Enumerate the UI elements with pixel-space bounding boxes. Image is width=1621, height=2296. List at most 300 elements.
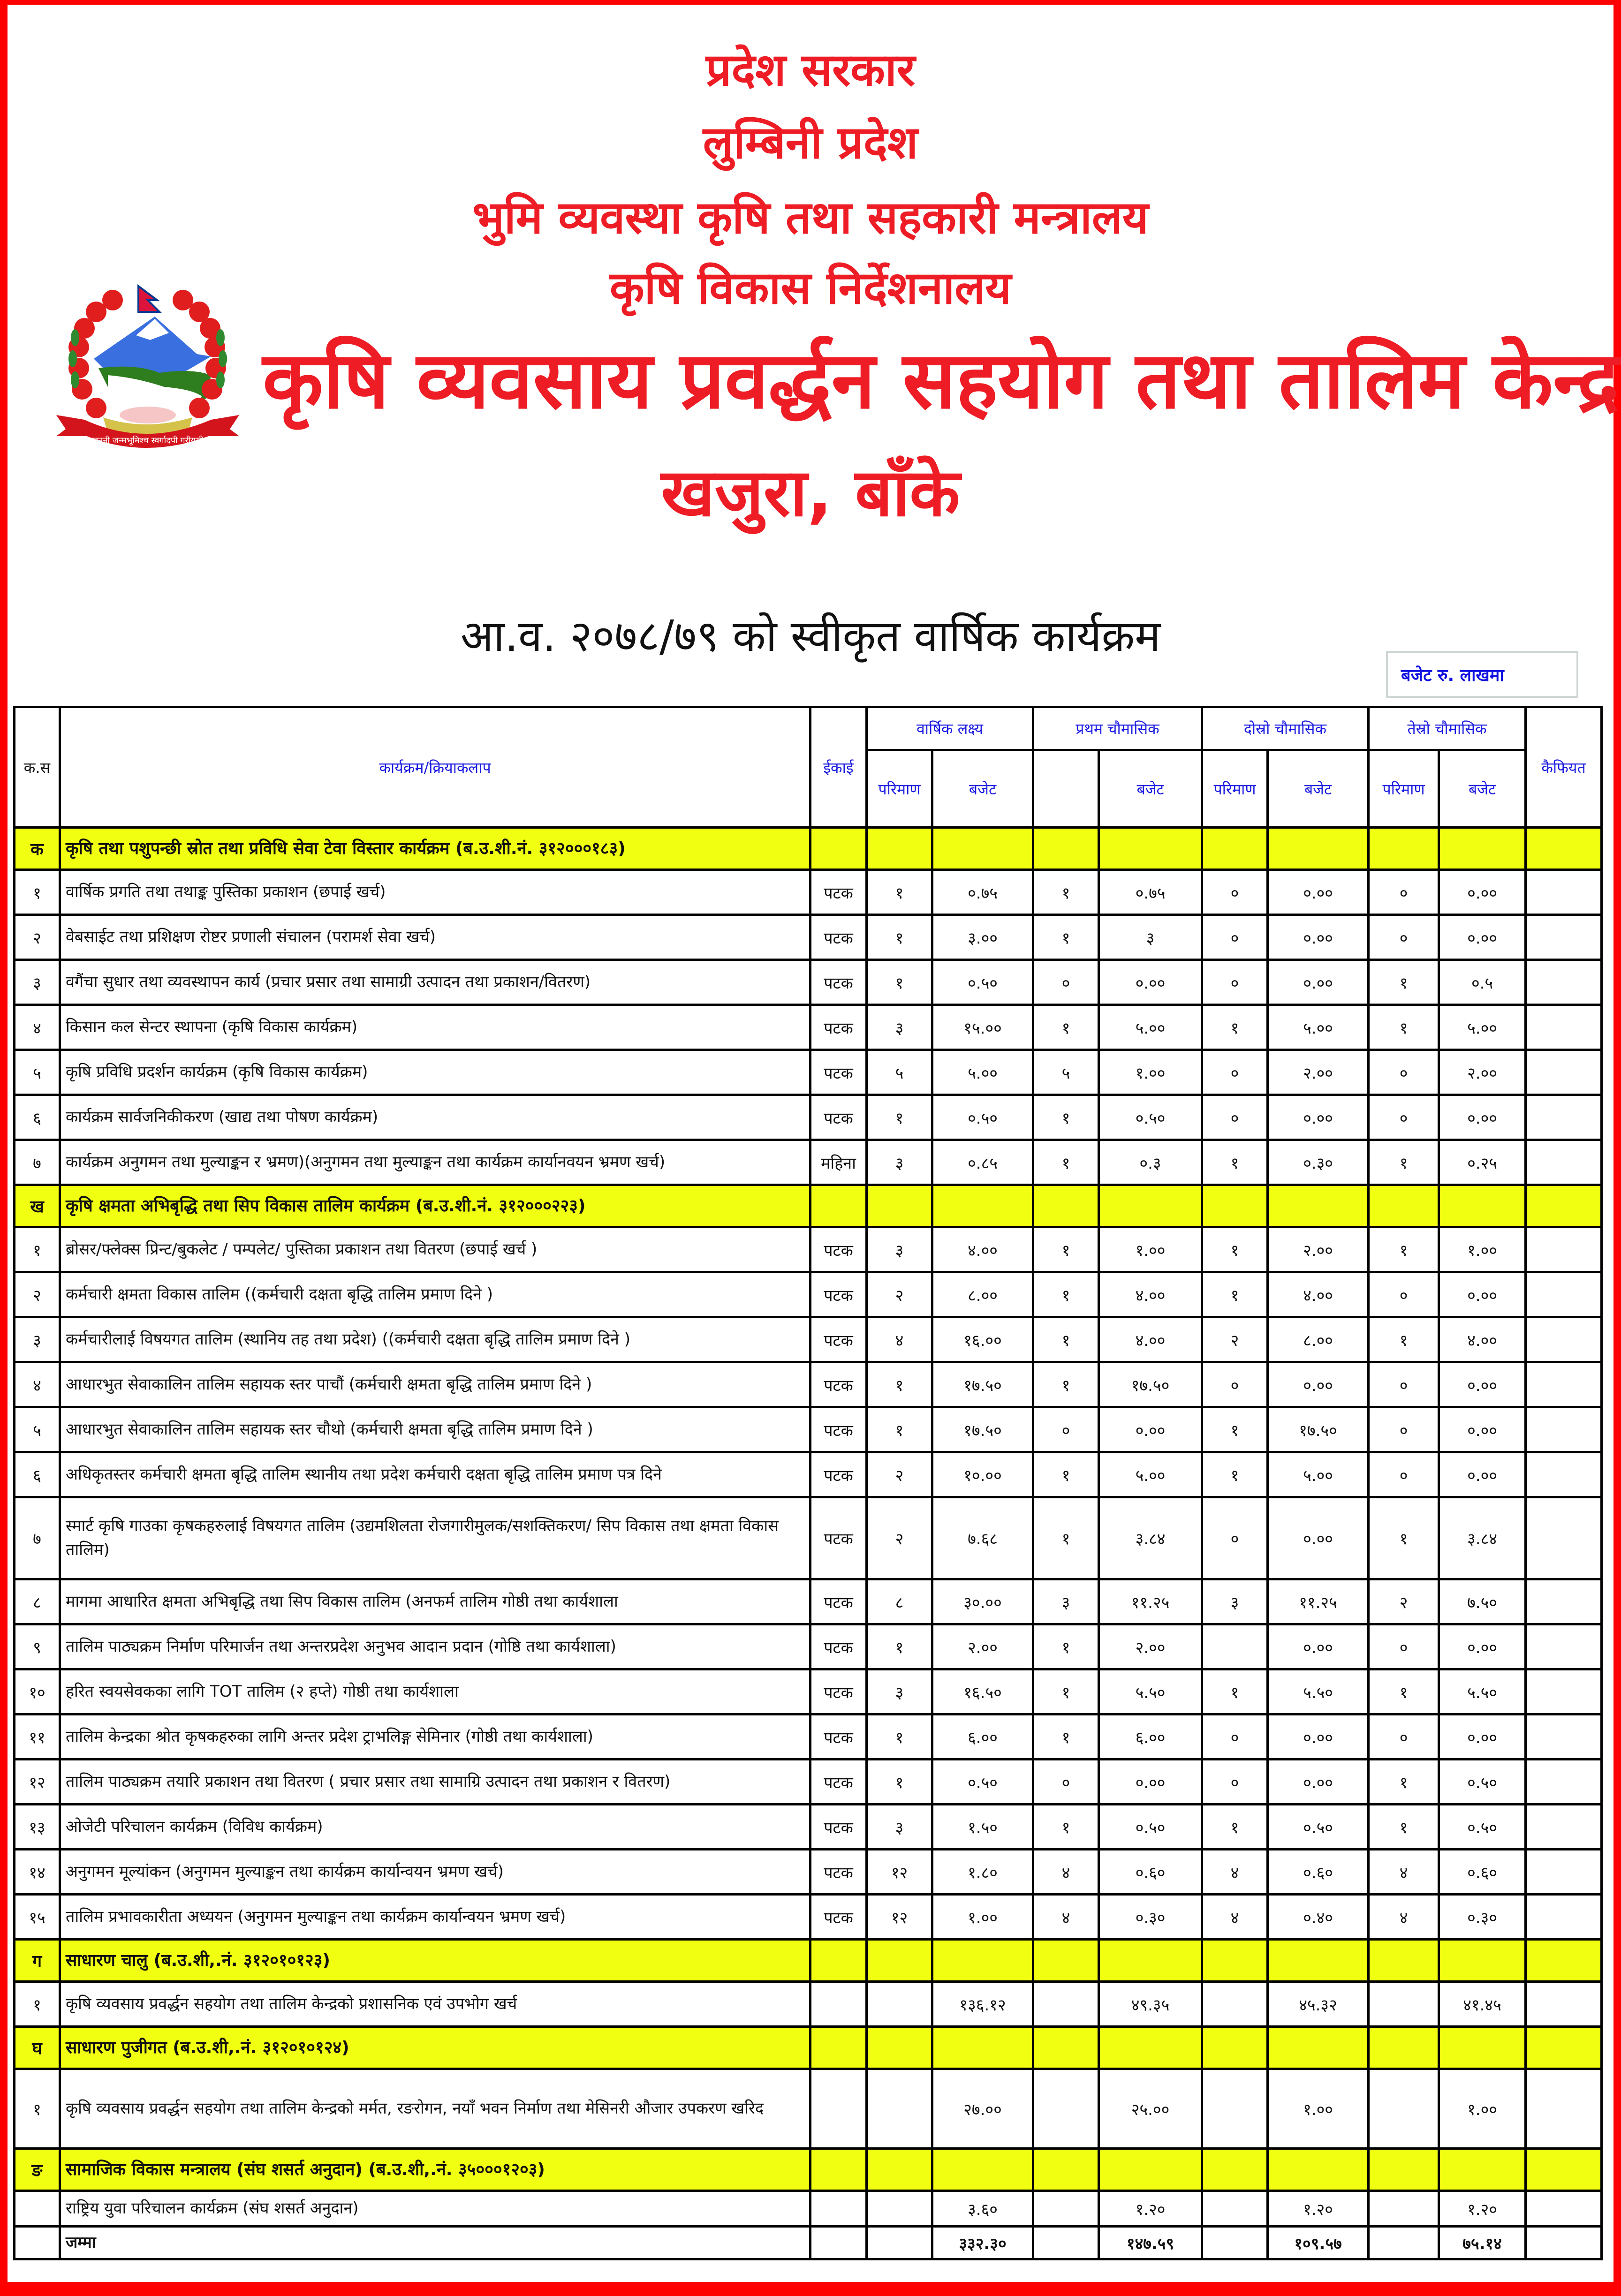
serial-cell: २ bbox=[15, 1272, 60, 1317]
section-empty-cell bbox=[810, 1940, 867, 1982]
q3-budget-cell: ०.०० bbox=[1439, 1714, 1526, 1760]
section-empty-cell bbox=[1526, 2149, 1602, 2191]
serial-cell: १ bbox=[15, 1982, 60, 2027]
col-header-q2: दोस्रो चौमासिक bbox=[1202, 707, 1369, 750]
q2-qty-cell: ० bbox=[1202, 1760, 1268, 1805]
unit-cell: पटक bbox=[810, 1362, 867, 1407]
section-title: सामाजिक विकास मन्त्रालय (संघ शसर्त अनुदान) (ब.उ.शी,.नं. ३५०००१२०३) bbox=[60, 2149, 810, 2191]
activity-cell: कर्मचारीलाई विषयगत तालिम (स्थानिय तह तथा प्रदेश) ((कर्मचारी दक्षता बृद्धि तालिम प्रमाण दिने ) bbox=[60, 1317, 810, 1362]
q3-qty-cell bbox=[1369, 1982, 1439, 2027]
province-government-heading: प्रदेश सरकार bbox=[705, 44, 916, 96]
q2-qty-cell: १ bbox=[1202, 1669, 1268, 1714]
q3-budget-cell: ०.०० bbox=[1439, 1362, 1526, 1407]
section-empty-cell bbox=[867, 2027, 932, 2069]
q1-budget-cell: ०.०० bbox=[1099, 960, 1202, 1005]
annual-budget-cell: १६.०० bbox=[932, 1317, 1033, 1362]
activity-cell: कार्यक्रम सार्वजनिकीकरण (खाद्य तथा पोषण कार्यक्रम) bbox=[60, 1095, 810, 1140]
annual-qty-cell: १ bbox=[867, 960, 932, 1005]
unit-cell: पटक bbox=[810, 1452, 867, 1497]
q2-budget-cell: ४५.३२ bbox=[1268, 1982, 1369, 2027]
annual-budget-cell: ३.६० bbox=[932, 2191, 1033, 2227]
q2-budget-cell: २.०० bbox=[1268, 1050, 1369, 1095]
q2-qty-cell: ४ bbox=[1202, 1895, 1268, 1940]
total-unit-cell bbox=[810, 2227, 867, 2259]
q3-qty-cell: १ bbox=[1369, 1497, 1439, 1579]
q3-budget-cell: ०.०० bbox=[1439, 870, 1526, 915]
total-q2-qty-cell bbox=[1202, 2227, 1268, 2259]
q2-budget-cell: ०.०० bbox=[1268, 1624, 1369, 1669]
q2-qty-cell: ० bbox=[1202, 915, 1268, 960]
table-row bbox=[15, 1227, 1602, 1272]
q2-budget-cell: ५.०० bbox=[1268, 1005, 1369, 1050]
section-empty-cell bbox=[810, 2027, 867, 2069]
total-q3-qty-cell bbox=[1369, 2227, 1439, 2259]
q2-budget-cell: ०.६० bbox=[1268, 1850, 1369, 1895]
q1-qty-cell: ० bbox=[1033, 1407, 1099, 1452]
activity-cell: तालिम केन्द्रका श्रोत कृषकहरुका लागि अन्तर प्रदेश ट्राभलिङ्ग सेमिनार (गोष्ठी तथा कार्यशाला) bbox=[60, 1714, 810, 1760]
unit-cell: पटक bbox=[810, 1760, 867, 1805]
section-row bbox=[15, 828, 1602, 870]
activity-cell: वगैंचा सुधार तथा व्यवस्थापन कार्य (प्रचार प्रसार तथा सामाग्री उत्पादन तथा प्रकाशन/वितरण) bbox=[60, 960, 810, 1005]
unit-cell bbox=[810, 1982, 867, 2027]
remarks-cell bbox=[1526, 1452, 1602, 1497]
q1-qty-cell: १ bbox=[1033, 1272, 1099, 1317]
q3-qty-cell: १ bbox=[1369, 1760, 1439, 1805]
q2-qty-cell bbox=[1202, 2191, 1268, 2227]
col-header-unit: ईकाई bbox=[810, 707, 867, 828]
activity-cell: अनुगमन मूल्यांकन (अनुगमन मुल्याङ्कन तथा कार्यक्रम कार्यान्वयन भ्रमण खर्च) bbox=[60, 1850, 810, 1895]
q2-budget-cell: ११.२५ bbox=[1268, 1579, 1369, 1624]
remarks-cell bbox=[1526, 1317, 1602, 1362]
annual-budget-cell: २७.०० bbox=[932, 2069, 1033, 2149]
section-empty-cell bbox=[1202, 2149, 1268, 2191]
unit-cell bbox=[810, 2191, 867, 2227]
remarks-cell bbox=[1526, 1005, 1602, 1050]
q3-qty-cell: १ bbox=[1369, 1005, 1439, 1050]
section-empty-cell bbox=[1033, 2149, 1099, 2191]
total-annual-budget: ३३२.३० bbox=[932, 2227, 1033, 2259]
q1-qty-cell: ४ bbox=[1033, 1850, 1099, 1895]
q1-budget-cell: ०.५० bbox=[1099, 1095, 1202, 1140]
remarks-cell bbox=[1526, 1714, 1602, 1760]
section-code: घ bbox=[15, 2027, 60, 2069]
col-header-q1: प्रथम चौमासिक bbox=[1033, 707, 1202, 750]
q2-budget-cell: ५.०० bbox=[1268, 1452, 1369, 1497]
section-row bbox=[15, 1185, 1602, 1227]
table-row bbox=[15, 1497, 1602, 1579]
annual-qty-cell: १२ bbox=[867, 1850, 932, 1895]
unit-cell: पटक bbox=[810, 1669, 867, 1714]
subheader-q2-budget: बजेट bbox=[1268, 750, 1369, 828]
q2-budget-cell: ०.०० bbox=[1268, 1497, 1369, 1579]
section-empty-cell bbox=[1526, 828, 1602, 870]
serial-cell: १३ bbox=[15, 1805, 60, 1850]
section-empty-cell bbox=[1268, 2149, 1369, 2191]
remarks-cell bbox=[1526, 1362, 1602, 1407]
activity-cell: किसान कल सेन्टर स्थापना (कृषि विकास कार्यक्रम) bbox=[60, 1005, 810, 1050]
q1-qty-cell: १ bbox=[1033, 1452, 1099, 1497]
annual-budget-cell: १६.५० bbox=[932, 1669, 1033, 1714]
activity-cell: राष्ट्रिय युवा परिचालन कार्यक्रम (संघ शसर्त अनुदान) bbox=[60, 2191, 810, 2227]
serial-cell: १ bbox=[15, 870, 60, 915]
q1-budget-cell: १.०० bbox=[1099, 1227, 1202, 1272]
activity-cell: ब्रोसर/फ्लेक्स प्रिन्ट/बुकलेट / पम्पलेट/ पुस्तिका प्रकाशन तथा वितरण (छपाई खर्च ) bbox=[60, 1227, 810, 1272]
q3-budget-cell: ०.२५ bbox=[1439, 1140, 1526, 1185]
section-empty-cell bbox=[1033, 1940, 1099, 1982]
table-row bbox=[15, 1140, 1602, 1185]
annual-qty-cell: ५ bbox=[867, 1050, 932, 1095]
remarks-cell bbox=[1526, 1140, 1602, 1185]
serial-cell: १४ bbox=[15, 1850, 60, 1895]
q2-qty-cell: १ bbox=[1202, 1005, 1268, 1050]
q2-qty-cell: ० bbox=[1202, 1714, 1268, 1760]
q2-qty-cell: १ bbox=[1202, 1227, 1268, 1272]
q3-budget-cell: १.०० bbox=[1439, 1227, 1526, 1272]
annual-budget-cell: १०.०० bbox=[932, 1452, 1033, 1497]
unit-cell: पटक bbox=[810, 1407, 867, 1452]
q1-budget-cell: २५.०० bbox=[1099, 2069, 1202, 2149]
serial-cell: ५ bbox=[15, 1050, 60, 1095]
section-empty-cell bbox=[1099, 2149, 1202, 2191]
annual-budget-cell: ०.७५ bbox=[932, 870, 1033, 915]
serial-cell: ३ bbox=[15, 960, 60, 1005]
q2-budget-cell: २.०० bbox=[1268, 1227, 1369, 1272]
q3-budget-cell: ४.०० bbox=[1439, 1317, 1526, 1362]
q1-qty-cell bbox=[1033, 2069, 1099, 2149]
q2-budget-cell: ०.०० bbox=[1268, 1095, 1369, 1140]
province-name-heading: लुम्बिनी प्रदेश bbox=[703, 116, 918, 169]
remarks-cell bbox=[1526, 2191, 1602, 2227]
q1-qty-cell: १ bbox=[1033, 1669, 1099, 1714]
table-row bbox=[15, 1850, 1602, 1895]
q3-budget-cell: १.२० bbox=[1439, 2191, 1526, 2227]
table-row bbox=[15, 1805, 1602, 1850]
q3-budget-cell: ०.०० bbox=[1439, 915, 1526, 960]
subheader-annual-qty: परिमाण bbox=[867, 750, 932, 828]
q3-budget-cell: ०.६० bbox=[1439, 1850, 1526, 1895]
annual-budget-cell: ६.०० bbox=[932, 1714, 1033, 1760]
q2-budget-cell: ४.०० bbox=[1268, 1272, 1369, 1317]
q1-budget-cell: २.०० bbox=[1099, 1624, 1202, 1669]
q1-qty-cell bbox=[1033, 2191, 1099, 2227]
q2-qty-cell bbox=[1202, 2069, 1268, 2149]
unit-cell: पटक bbox=[810, 870, 867, 915]
unit-cell: पटक bbox=[810, 1624, 867, 1669]
q3-qty-cell: ० bbox=[1369, 1452, 1439, 1497]
q2-budget-cell: ०.३० bbox=[1268, 1140, 1369, 1185]
section-empty-cell bbox=[1099, 828, 1202, 870]
annual-qty-cell: २ bbox=[867, 1452, 932, 1497]
section-empty-cell bbox=[932, 1940, 1033, 1982]
serial-cell: २ bbox=[15, 915, 60, 960]
section-empty-cell bbox=[810, 1185, 867, 1227]
q1-budget-cell: १७.५० bbox=[1099, 1362, 1202, 1407]
activity-cell: आधारभुत सेवाकालिन तालिम सहायक स्तर पाचौं (कर्मचारी क्षमता बृद्धि तालिम प्रमाण दिने ) bbox=[60, 1362, 810, 1407]
q2-budget-cell: ०.४० bbox=[1268, 1895, 1369, 1940]
budget-unit-note: बजेट रु. लाखमा bbox=[1386, 651, 1578, 698]
unit-cell: पटक bbox=[810, 1850, 867, 1895]
q3-qty-cell: १ bbox=[1369, 960, 1439, 1005]
q2-qty-cell: ० bbox=[1202, 1050, 1268, 1095]
q1-qty-cell: १ bbox=[1033, 915, 1099, 960]
section-empty-cell bbox=[1202, 1185, 1268, 1227]
q1-budget-cell: ५.५० bbox=[1099, 1669, 1202, 1714]
annual-budget-cell: ३.०० bbox=[932, 915, 1033, 960]
annual-budget-cell: १५.०० bbox=[932, 1005, 1033, 1050]
remarks-cell bbox=[1526, 1624, 1602, 1669]
q3-qty-cell: १ bbox=[1369, 1805, 1439, 1850]
directorate-heading: कृषि विकास निर्देशनालय bbox=[610, 262, 1011, 314]
q1-qty-cell: ३ bbox=[1033, 1579, 1099, 1624]
q2-qty-cell bbox=[1202, 1624, 1268, 1669]
q1-qty-cell: १ bbox=[1033, 1805, 1099, 1850]
remarks-cell bbox=[1526, 1407, 1602, 1452]
q1-qty-cell: १ bbox=[1033, 1624, 1099, 1669]
subheader-q2-qty: परिमाण bbox=[1202, 750, 1268, 828]
col-header-sn: क.स bbox=[15, 707, 60, 828]
col-header-annual-target: वार्षिक लक्ष्य bbox=[867, 707, 1033, 750]
total-label: जम्मा bbox=[60, 2227, 810, 2259]
q3-budget-cell: ४१.४५ bbox=[1439, 1982, 1526, 2027]
annual-budget-cell: १.०० bbox=[932, 1895, 1033, 1940]
total-row bbox=[15, 2227, 1602, 2259]
annual-qty-cell: ३ bbox=[867, 1227, 932, 1272]
annual-budget-cell: ३०.०० bbox=[932, 1579, 1033, 1624]
activity-cell: वार्षिक प्रगति तथा तथाङ्क पुस्तिका प्रकाशन (छपाई खर्च) bbox=[60, 870, 810, 915]
section-empty-cell bbox=[1439, 1185, 1526, 1227]
unit-cell: पटक bbox=[810, 1095, 867, 1140]
q3-qty-cell: ० bbox=[1369, 1272, 1439, 1317]
q3-qty-cell: १ bbox=[1369, 1227, 1439, 1272]
subheader-q1-qty bbox=[1033, 750, 1099, 828]
remarks-cell bbox=[1526, 1850, 1602, 1895]
activity-cell: वेबसाईट तथा प्रशिक्षण रोष्टर प्रणाली संचालन (परामर्श सेवा खर्च) bbox=[60, 915, 810, 960]
unit-cell: पटक bbox=[810, 1005, 867, 1050]
q2-budget-cell: ०.०० bbox=[1268, 915, 1369, 960]
section-title: कृषि क्षमता अभिबृद्धि तथा सिप विकास तालिम कार्यक्रम (ब.उ.शी.नं. ३१२०००२२३) bbox=[60, 1185, 810, 1227]
annual-qty-cell: १ bbox=[867, 1714, 932, 1760]
q2-budget-cell: ५.५० bbox=[1268, 1669, 1369, 1714]
unit-cell: पटक bbox=[810, 1050, 867, 1095]
remarks-cell bbox=[1526, 1227, 1602, 1272]
q3-budget-cell: ३.८४ bbox=[1439, 1497, 1526, 1579]
total-q3-budget: ७५.१४ bbox=[1439, 2227, 1526, 2259]
table-row bbox=[15, 1272, 1602, 1317]
section-empty-cell bbox=[1033, 828, 1099, 870]
q1-budget-cell: ४.०० bbox=[1099, 1272, 1202, 1317]
section-empty-cell bbox=[932, 1185, 1033, 1227]
q1-budget-cell: ५.०० bbox=[1099, 1005, 1202, 1050]
annual-qty-cell: २ bbox=[867, 1272, 932, 1317]
q1-qty-cell: ० bbox=[1033, 1760, 1099, 1805]
section-empty-cell bbox=[1268, 828, 1369, 870]
table-row bbox=[15, 1714, 1602, 1760]
serial-cell: १ bbox=[15, 2069, 60, 2149]
annual-budget-cell: ७.६८ bbox=[932, 1497, 1033, 1579]
table-row bbox=[15, 2191, 1602, 2227]
remarks-cell bbox=[1526, 1050, 1602, 1095]
q2-budget-cell: ०.०० bbox=[1268, 1362, 1369, 1407]
subheader-q3-budget: बजेट bbox=[1439, 750, 1526, 828]
q3-qty-cell: ० bbox=[1369, 1362, 1439, 1407]
unit-cell: पटक bbox=[810, 1272, 867, 1317]
annual-qty-cell bbox=[867, 2069, 932, 2149]
col-header-q3: तेस्रो चौमासिक bbox=[1369, 707, 1526, 750]
remarks-cell bbox=[1526, 1497, 1602, 1579]
section-empty-cell bbox=[932, 828, 1033, 870]
table-row bbox=[15, 1050, 1602, 1095]
subheader-q1-budget: बजेट bbox=[1099, 750, 1202, 828]
remarks-cell bbox=[1526, 2069, 1602, 2149]
table-row bbox=[15, 1624, 1602, 1669]
annual-qty-cell: ३ bbox=[867, 1005, 932, 1050]
q3-qty-cell: ४ bbox=[1369, 1850, 1439, 1895]
q2-qty-cell: १ bbox=[1202, 1407, 1268, 1452]
unit-cell: पटक bbox=[810, 1317, 867, 1362]
unit-cell: महिना bbox=[810, 1140, 867, 1185]
annual-qty-cell: १२ bbox=[867, 1895, 932, 1940]
serial-cell: ११ bbox=[15, 1714, 60, 1760]
office-name-heading: कृषि व्यवसाय प्रवर्द्धन सहयोग तथा तालिम केन्द्र bbox=[263, 334, 1620, 426]
q2-qty-cell: ३ bbox=[1202, 1579, 1268, 1624]
table-row bbox=[15, 1095, 1602, 1140]
total-q1-qty-cell bbox=[1033, 2227, 1099, 2259]
q1-qty-cell: १ bbox=[1033, 1317, 1099, 1362]
q3-qty-cell: ० bbox=[1369, 1624, 1439, 1669]
q2-qty-cell: २ bbox=[1202, 1317, 1268, 1362]
section-empty-cell bbox=[1268, 2027, 1369, 2069]
activity-cell: स्मार्ट कृषि गाउका कृषकहरुलाई विषयगत तालिम (उद्यमशिलता रोजगारीमुलक/सशक्तिकरण/ सिप विकास तथा क्षमता विकास तालिम) bbox=[60, 1497, 810, 1579]
q1-budget-cell: ०.३० bbox=[1099, 1895, 1202, 1940]
activity-cell: तालिम प्रभावकारीता अध्ययन (अनुगमन मुल्याङ्कन तथा कार्यक्रम कार्यान्वयन भ्रमण खर्च) bbox=[60, 1895, 810, 1940]
table-row bbox=[15, 870, 1602, 915]
serial-cell: ७ bbox=[15, 1140, 60, 1185]
q2-budget-cell: ८.०० bbox=[1268, 1317, 1369, 1362]
serial-cell: ३ bbox=[15, 1317, 60, 1362]
q1-budget-cell: ४.०० bbox=[1099, 1317, 1202, 1362]
remarks-cell bbox=[1526, 870, 1602, 915]
q3-qty-cell: २ bbox=[1369, 1579, 1439, 1624]
annual-budget-cell: ०.५० bbox=[932, 1760, 1033, 1805]
q3-qty-cell: ० bbox=[1369, 915, 1439, 960]
q3-qty-cell: ० bbox=[1369, 1050, 1439, 1095]
section-empty-cell bbox=[1099, 1940, 1202, 1982]
q1-budget-cell: ४९.३५ bbox=[1099, 1982, 1202, 2027]
section-empty-cell bbox=[1033, 2027, 1099, 2069]
q2-qty-cell: १ bbox=[1202, 1272, 1268, 1317]
annual-program-table bbox=[13, 706, 1603, 2260]
table-row bbox=[15, 915, 1602, 960]
q2-qty-cell: ० bbox=[1202, 870, 1268, 915]
activity-cell: तालिम पाठ्यक्रम निर्माण परिमार्जन तथा अन्तरप्रदेश अनुभव आदान प्रदान (गोष्ठि तथा कार्यशाला) bbox=[60, 1624, 810, 1669]
q1-qty-cell: १ bbox=[1033, 870, 1099, 915]
unit-cell: पटक bbox=[810, 1895, 867, 1940]
annual-budget-cell: १३६.१२ bbox=[932, 1982, 1033, 2027]
serial-cell: ६ bbox=[15, 1452, 60, 1497]
q1-budget-cell: ०.३ bbox=[1099, 1140, 1202, 1185]
serial-cell: १० bbox=[15, 1669, 60, 1714]
annual-qty-cell: ३ bbox=[867, 1669, 932, 1714]
remarks-cell bbox=[1526, 1669, 1602, 1714]
col-header-remarks: कैफियत bbox=[1526, 707, 1602, 828]
table-row bbox=[15, 1362, 1602, 1407]
q3-qty-cell bbox=[1369, 2191, 1439, 2227]
annual-budget-cell: ५.०० bbox=[932, 1050, 1033, 1095]
q2-budget-cell: ०.०० bbox=[1268, 960, 1369, 1005]
remarks-cell bbox=[1526, 1579, 1602, 1624]
annual-budget-cell: १७.५० bbox=[932, 1362, 1033, 1407]
section-empty-cell bbox=[867, 1185, 932, 1227]
section-title: कृषि तथा पशुपन्छी स्रोत तथा प्रविधि सेवा टेवा विस्तार कार्यक्रम (ब.उ.शी.नं. ३१२०००१८३) bbox=[60, 828, 810, 870]
q2-budget-cell: ०.५० bbox=[1268, 1805, 1369, 1850]
serial-cell: १२ bbox=[15, 1760, 60, 1805]
remarks-cell bbox=[1526, 1805, 1602, 1850]
activity-cell: अधिकृतस्तर कर्मचारी क्षमता बृद्धि तालिम स्थानीय तथा प्रदेश कर्मचारी दक्षता बृद्धि तालिम प्रमाण पत्र दिने bbox=[60, 1452, 810, 1497]
section-empty-cell bbox=[1099, 2027, 1202, 2069]
q1-budget-cell: ०.६० bbox=[1099, 1850, 1202, 1895]
serial-cell: ७ bbox=[15, 1497, 60, 1579]
q3-budget-cell: ५.०० bbox=[1439, 1005, 1526, 1050]
q3-qty-cell: १ bbox=[1369, 1317, 1439, 1362]
table-row bbox=[15, 960, 1602, 1005]
total-annual-qty-cell bbox=[867, 2227, 932, 2259]
q1-budget-cell: १.०० bbox=[1099, 1050, 1202, 1095]
section-code: ङ bbox=[15, 2149, 60, 2191]
q1-qty-cell: १ bbox=[1033, 1095, 1099, 1140]
q1-qty-cell: १ bbox=[1033, 1140, 1099, 1185]
q1-qty-cell: १ bbox=[1033, 1227, 1099, 1272]
section-empty-cell bbox=[1439, 828, 1526, 870]
section-empty-cell bbox=[1369, 2149, 1439, 2191]
q2-qty-cell: ० bbox=[1202, 1095, 1268, 1140]
unit-cell: पटक bbox=[810, 1714, 867, 1760]
serial-cell: ८ bbox=[15, 1579, 60, 1624]
annual-budget-cell: १.५० bbox=[932, 1805, 1033, 1850]
table-row bbox=[15, 2069, 1602, 2149]
section-code: क bbox=[15, 828, 60, 870]
serial-cell: ९ bbox=[15, 1624, 60, 1669]
unit-cell: पटक bbox=[810, 1227, 867, 1272]
q2-qty-cell: १ bbox=[1202, 1140, 1268, 1185]
section-empty-cell bbox=[1526, 1940, 1602, 1982]
q2-budget-cell: १७.५० bbox=[1268, 1407, 1369, 1452]
table-row bbox=[15, 1982, 1602, 2027]
serial-cell: १ bbox=[15, 1227, 60, 1272]
unit-cell: पटक bbox=[810, 1497, 867, 1579]
q3-qty-cell bbox=[1369, 2069, 1439, 2149]
q2-budget-cell: १.२० bbox=[1268, 2191, 1369, 2227]
q3-budget-cell: ०.०० bbox=[1439, 1407, 1526, 1452]
q1-budget-cell: ३ bbox=[1099, 915, 1202, 960]
serial-cell: ४ bbox=[15, 1362, 60, 1407]
q3-budget-cell: ०.५० bbox=[1439, 1760, 1526, 1805]
unit-cell: पटक bbox=[810, 915, 867, 960]
remarks-cell bbox=[1526, 1895, 1602, 1940]
annual-budget-cell: १.८० bbox=[932, 1850, 1033, 1895]
remarks-cell bbox=[1526, 1095, 1602, 1140]
section-empty-cell bbox=[1202, 2027, 1268, 2069]
q3-budget-cell: ०.५० bbox=[1439, 1805, 1526, 1850]
q1-budget-cell: ६.०० bbox=[1099, 1714, 1202, 1760]
section-empty-cell bbox=[1369, 1185, 1439, 1227]
section-empty-cell bbox=[932, 2149, 1033, 2191]
table-row bbox=[15, 1669, 1602, 1714]
subheader-q3-qty: परिमाण bbox=[1369, 750, 1439, 828]
q3-budget-cell: ०.०० bbox=[1439, 1272, 1526, 1317]
unit-cell: पटक bbox=[810, 1579, 867, 1624]
annual-qty-cell: २ bbox=[867, 1497, 932, 1579]
q1-qty-cell: ५ bbox=[1033, 1050, 1099, 1095]
